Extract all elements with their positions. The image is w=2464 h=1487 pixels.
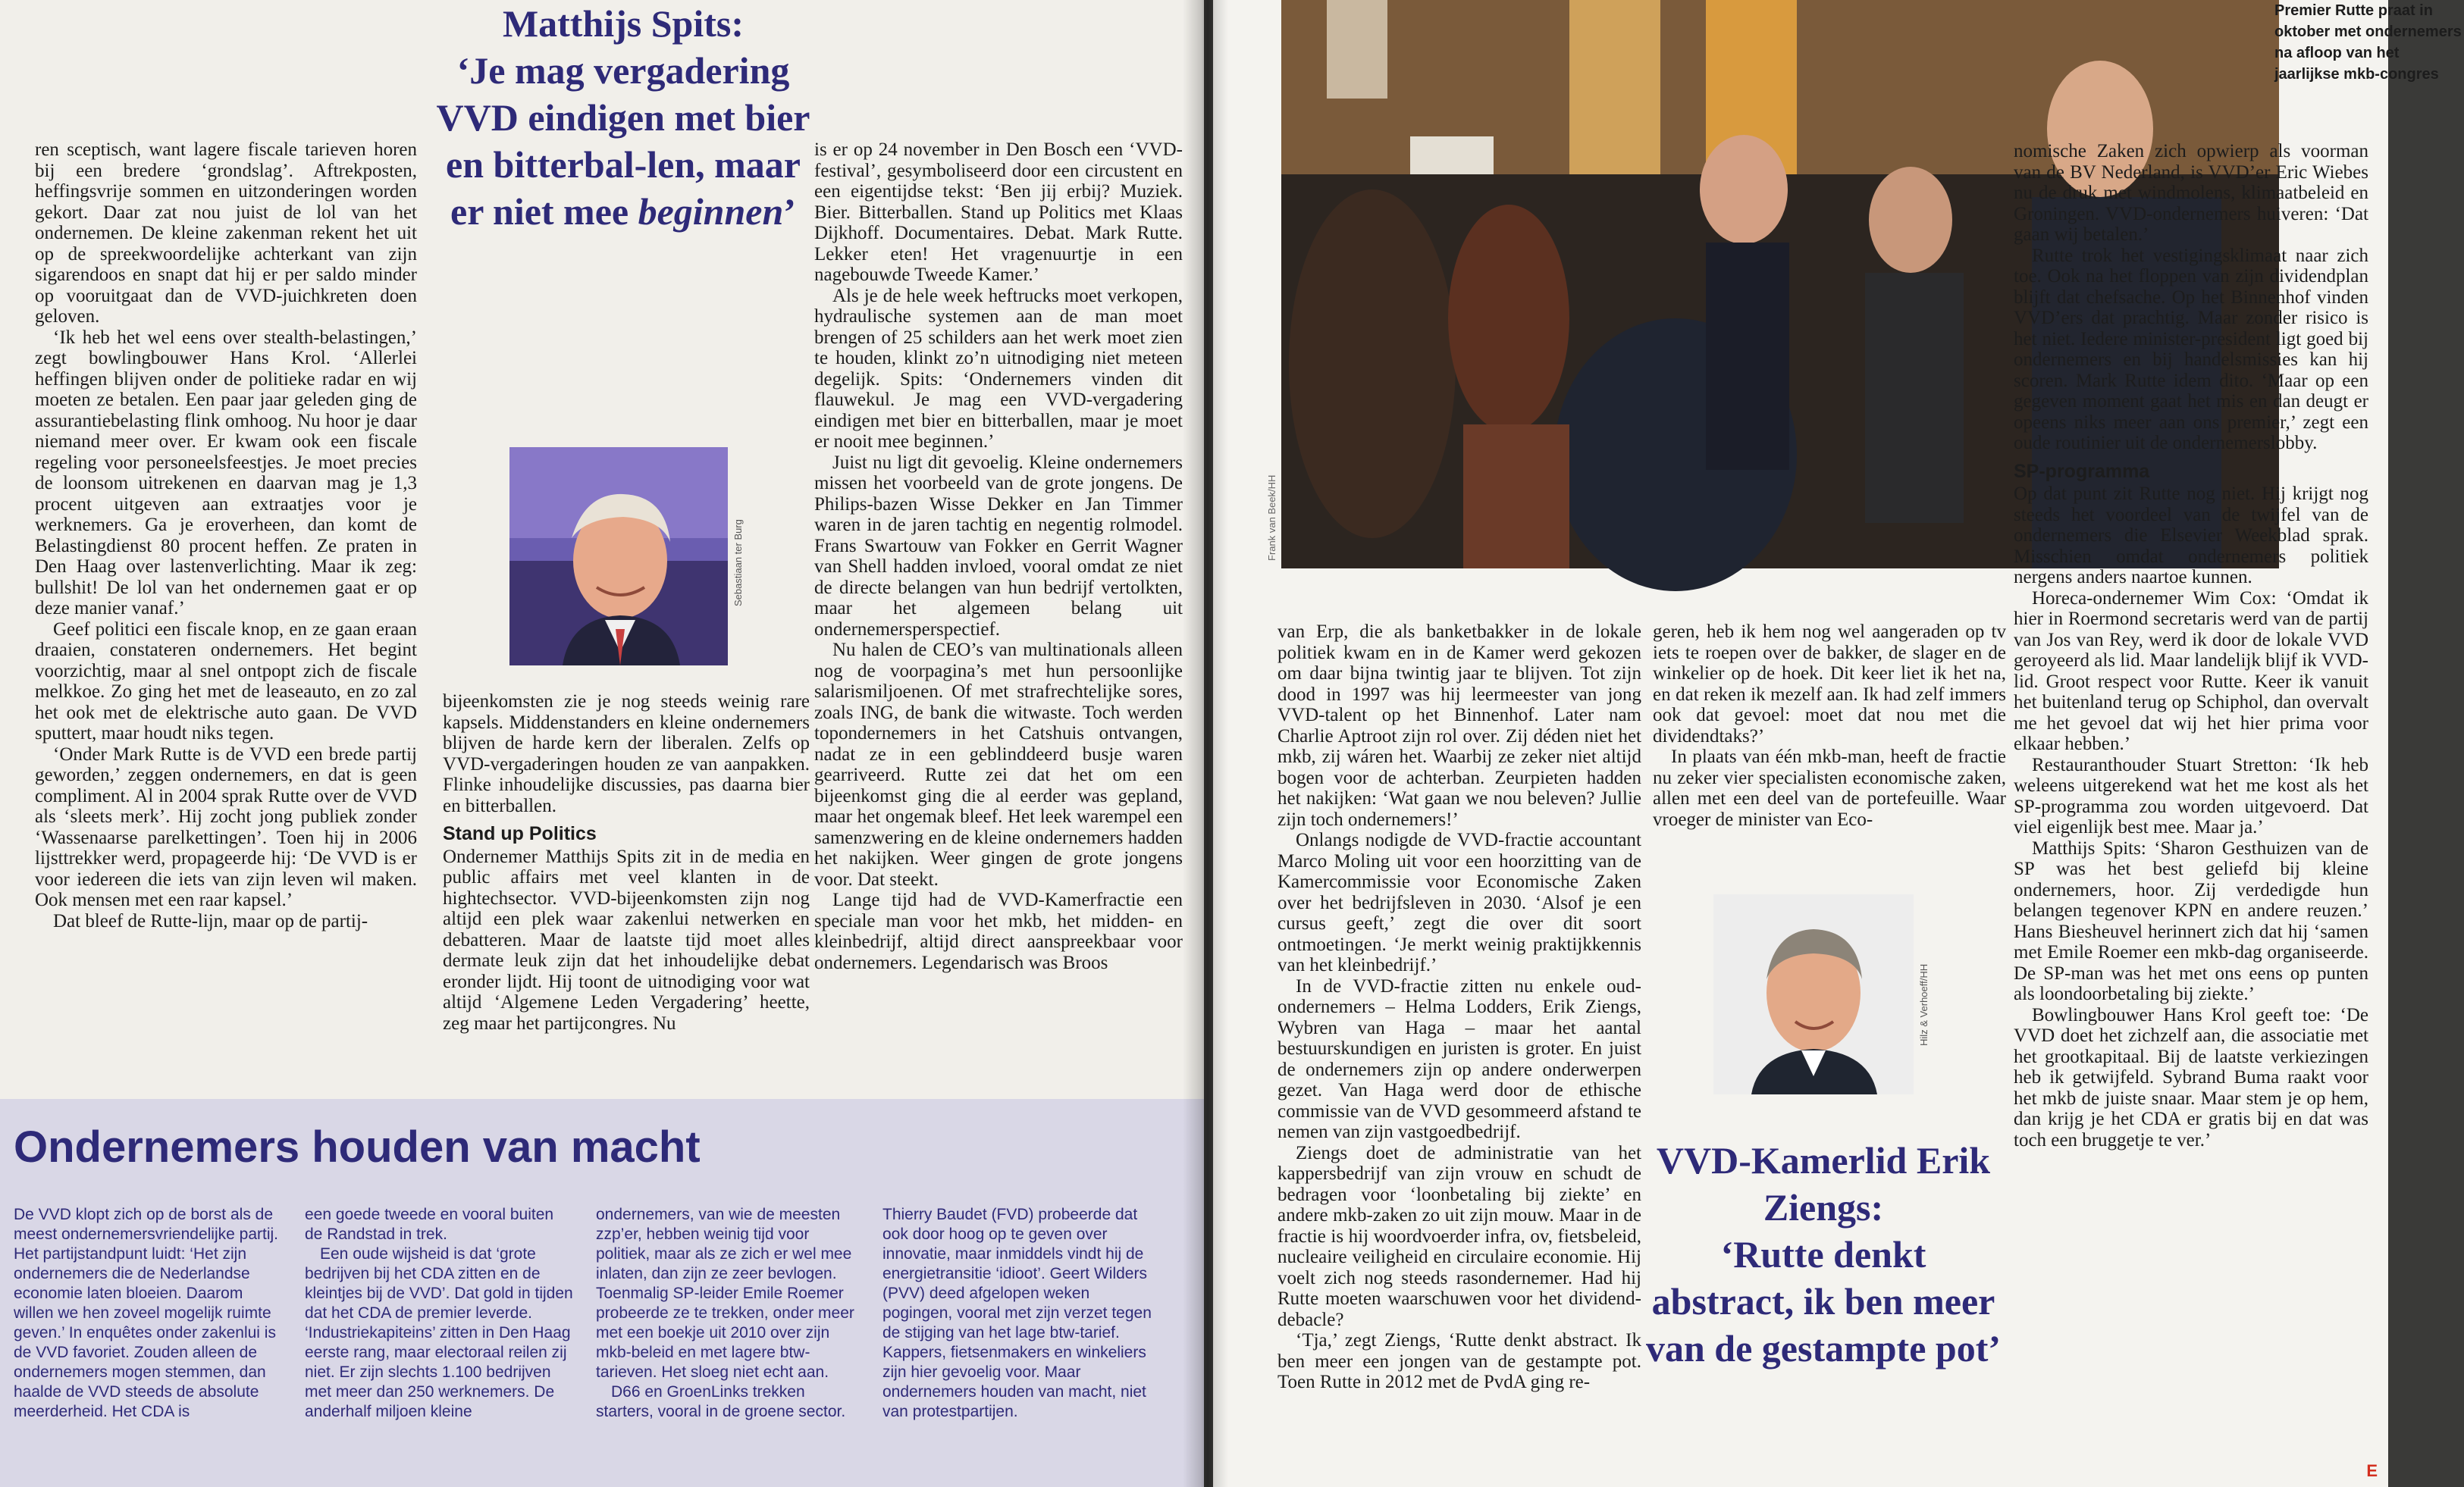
page-marker: E — [2366, 1461, 2378, 1480]
left-col3-paragraph: Nu halen de CEO’s van multinationals alleen nog de voorpagina’s met hun persoonlijke salarismiljoenen. Of met strafrechtelijke sores, zoals ING, de bank die witwaste. Toch werden topondernemers in het Catshuis ontvangen, nadat ze in een geblinddeerd busje waren gearriveerd. Rutte zei dat het om een bijeenkomst ging die al eerder was gepland, maar het ongemak bleef. Het leek warempel een samenzwering en de kleine ondernemers hadden het nakijken. Weer gingen de grote jongens voor. Dat steekt. — [814, 640, 1183, 890]
right-col1-paragraph: ‘Tja,’ zegt Ziengs, ‘Rutte denkt abstract. Ik ben meer een jongen van de gestampte pot. Toen Rutte in 2012 met de PvdA ging re- — [1277, 1330, 1641, 1392]
sidebar-col1-paragraph: De VVD klopt zich op de borst als de meest ondernemersvriendelijke partij. Het partijstandpunt luidt: ‘Het zijn ondernemers die de Nederlandse economie laten bloeien. Daarom willen we hen zoveel mogelijk ruimte geven.’ In enquêtes onder zakenlui is de VVD favoriet. Zouden alleen de ondernemers mogen stemmen, dan haalde de VVD steeds de absolute meerderheid. Het CDA is — [14, 1206, 278, 1420]
photo-caption-text: Premier Rutte praat in oktober met ondernemers na afloop van het jaarlijkse mkb-congres — [2274, 2, 2462, 83]
quote-spits-text-b: ’ — [783, 190, 796, 233]
left-col1-paragraph: ‘Ik heb het wel eens over stealth-belastingen,’ zegt bowlingbouwer Hans Krol. ‘Allerlei heffingen blijven onder de politieke radar en wij moeten ze betalen. Een paar jaar geleden ging de assurantiebelasting flink omhoog. Nu hoor je daar niemand meer over. Er kwam ook een fiscale regeling voor personeelsfeestjes. Je moet precies de loonsom uitrekenen en daarvan mag je 1,3 procent uitgeven aan extraatjes voor je werknemers. Ga je eroverheen, dan komt de Belastingdienst 80 procent heffen. Ze praten in Den Haag over lastenverlichting. Maar ik zeg: bullshit! De lol van het ondernemen gaat er op deze manier vanaf.’ — [35, 327, 417, 618]
quote-spits-text — [434, 47, 813, 235]
right-col3-paragraph: nomische Zaken zich opwierp als voorman van de BV Nederland, is VVD’er Eric Wiebes nu de druk met windmolens, klimaatbeleid en Groningen. VVD-ondernemers huiveren: ‘Dat gaan wij betalen.’ — [2014, 141, 2368, 245]
right-page — [1213, 0, 2462, 1487]
right-col3-paragraph: Op dat punt zit Rutte nog niet. Hij krijgt nog steeds het voordeel van de twijfel van de ondernemers die Elsevier Weekblad sprak. Misschien omdat ondernemers politiek nergens anders naartoe kunnen. — [2014, 484, 2368, 587]
left-col3-paragraph: Juist nu ligt dit gevoelig. Kleine ondernemers missen het voorbeeld van de grote jongens. De Philips-bazen Wisse Dekker en Jan Timmer waren in de jaren tachtig en negentig rolmodel. Frans Swartouw van Fokker en Gerrit Wagner van Shell hadden invloed, vooral omdat ze niet de directe belangen van hun bedrijf vertolkten, maar het algemeen belang uit ondernemersperspectief. — [814, 452, 1183, 640]
left-page — [0, 0, 1204, 1487]
right-col1-paragraph: van Erp, die als banketbakker in de lokale politiek kwam en in de Kamer werd gekozen om daar bijna twintig jaar te blijven. Tot zijn dood in 1997 was hij leermeester van jong VVD-talent op het Binnenhof. Later nam Charlie Aptroot zijn rol over. Zij déden niet het mkb, zij wáren het. Waarbij ze zeker niet altijd bogen voor de achterban. Zeurpieten hadden het nakijken: ‘Wat gaan we nou beleven? Jullie zijn toch ondernemers!’ — [1277, 621, 1641, 830]
left-column-3 — [814, 139, 1183, 1093]
left-col1-paragraph: Geef politici een fiscale knop, en ze gaan eraan draaien, constateren ondernemers. Het begint voorzichtig, maar al snel ontpopt zich de fiscale melkkoe. Zo ging het met de leaseauto, en zo zal het ook met de elektrische auto gaan. De VVD sputtert, maar houdt niks tegen. — [35, 618, 417, 744]
left-col3-paragraph: is er op 24 november in Den Bosch een ‘VVD-festival’, gesymboliseerd door een circustent en een eigentijdse tekst: ‘Ben jij erbij? Muziek. Bier. Bitterballen. Stand up Politics met Klaas Dijkhoff. Documentaires. Debat. Mark Rutte. Lekker eten! Het vragenuurtje in een nagebouwde Tweede Kamer.’ — [814, 139, 1183, 285]
right-col3-paragraph: Restauranthouder Stuart Stretton: ‘Ik heb weleens uitgerekend wat het me kost als het SP-programma zou worden uitgevoerd. Dat viel eigenlijk best mee. Maar ja.’ — [2014, 754, 2368, 837]
quote-ziengs — [1645, 1137, 2002, 1372]
sidebar-col3-paragraph: ondernemers, van wie de meesten zzp’er, hebben weinig tijd voor politiek, maar als ze zich er wel mee inlaten, dan zijn ze zeer bevlogen. Toenmalig SP-leider Emile Roemer probeerde ze te trekken, onder meer met een boekje uit 2010 over zijn mkb-beleid en met lagere btw-tarieven. Het sloeg niet echt aan. — [596, 1206, 854, 1381]
photo-caption — [2274, 0, 2462, 85]
left-col1-paragraph: ren sceptisch, want lagere fiscale tarieven horen bij een bredere ‘grondslag’. Aftrekposten, heffingsvrije sommen en uitzonderingen worden gekort. Daar zat nou juist de lol van het ondernemen. De kleine zakenman rekent het uit op de spreekwoordelijke achterkant van zijn sigarendoos en snapt dat hij er per saldo minder op vooruitgaat dan de VVD-juichkreten doen geloven. — [35, 139, 417, 327]
right-col3-paragraph: Rutte trok het vestigingsklimaat naar zich toe. Ook na het floppen van zijn dividendplan blijft dat chefsache. Op het Binnenhof vinden VVD’ers dat prachtig. Maar zonder risico is het niet. Iedere minister-president ligt goed bij ondernemers en bij handelsmissies kan hij scoren. Mark Rutte idem dito. ‘Maar op een gegeven moment gaat het mis en dan deugt er opeens niks meer aan ons premier,’ zegt een oude routinier uit de ondernemerslobby. — [2014, 245, 2368, 453]
portrait-ziengs-credit: Hilz & Verhoeff/HH — [1918, 963, 1930, 1046]
left-col2-paragraph: bijeenkomsten zie je nog steeds weinig rare kapsels. Middenstanders en kleine ondernemers blijven de harde kern der liberalen. Zelfs op VVD-vergaderingen houden ze van aanpakken. Flinke inhoudelijke discussies, pas daarna bier en bitterballen. — [443, 691, 810, 816]
portrait-spits-credit: Sebastiaan ter Burg — [732, 519, 744, 606]
left-col1-paragraph: ‘Onder Mark Rutte is de VVD een brede partij geworden,’ zeggen ondernemers, en dat is geen compliment. Al in 2004 sprak Rutte over de VVD als ‘sleets merk’. Hij zocht jong publiek zonder ‘Wassenaarse parelkettingen’. Toen hij in 2006 lijsttrekker werd, propageerde hij: ‘De VVD is er voor iedereen die iets van zijn leven wil maken. Ook mensen met een raar kapsel.’ — [35, 744, 417, 910]
portrait-spits — [509, 447, 728, 665]
sidebar-box — [0, 1099, 1204, 1487]
right-col3-subheading: SP-programma — [2014, 460, 2150, 482]
right-col2-paragraph: In plaats van één mkb-man, heeft de fractie nu zeker vier specialisten economische zaken, allen met een deel van de portefeuille. Waar vroeger de minister van Eco- — [1653, 747, 2006, 830]
quote-ziengs-speaker: VVD-Kamerlid Erik Ziengs: — [1656, 1139, 1991, 1229]
sidebar-box-title: Ondernemers houden van macht — [14, 1122, 701, 1172]
quote-spits-text-a: ‘Je mag vergadering VVD eindigen met bier en bitterbal-len, maar er niet mee — [436, 49, 810, 233]
sidebar-column-4 — [882, 1205, 1152, 1422]
quote-spits-emph: beginnen — [638, 190, 784, 233]
right-column-2 — [1653, 621, 2006, 940]
sidebar-column-1 — [14, 1205, 284, 1422]
sidebar-column-3 — [596, 1205, 866, 1422]
portrait-ziengs-image — [1713, 894, 1914, 1094]
right-col1-paragraph: Ziengs doet de administratie van het kappersbedrijf van zijn vrouw en schudt de bedragen voor ‘loonbetaling bij ziekte’ en andere mkb-zaken zo uit zijn mouw. Maar in de fractie is hij woordvoerder infra, ov, fietsbeleid, nucleaire veiligheid en circulaire economie. Hij voelt zich nog steeds rasondernemer. Had hij Rutte moeten waarschuwen voor het dividend-debacle? — [1277, 1142, 1641, 1330]
left-column-2 — [443, 691, 810, 1093]
sidebar-col2-paragraph: Een oude wijsheid is dat ‘grote bedrijven bij het CDA zitten en de kleintjes bij de VVD’. Dat gold in tijden dat het CDA de premier leverde. ‘Industriekapiteins’ zitten in Den Haag eerste rang, maar electoraal reilen zij niet. Er zijn slechts 1.100 bedrijven met meer dan 250 werknemers. De anderhalf miljoen kleine — [305, 1245, 573, 1420]
right-col2-paragraph: geren, heb ik hem nog wel aangeraden op tv iets te roepen over de bakker, de slager en de winkelier op de hoek. Dit keer liet ik het na, en dat reken ik mezelf aan. Ik had zelf immers ook dat gevoel: moet dat nou met die dividendtaks?’ — [1653, 621, 2006, 747]
sidebar-column-2 — [305, 1205, 575, 1422]
sidebar-col2-paragraph: een goede tweede en vooral buiten de Randstad in trek. — [305, 1206, 554, 1243]
right-column-3 — [2014, 141, 2368, 1482]
left-col2-paragraph: Ondernemer Matthijs Spits zit in de media en public affairs met veel klanten in de hightechsector. VVD-bijeenkomsten zijn nog altijd een plek waar zakenlui netwerken en debatteren. Maar de laatste tijd moet alles dermate leuk zijn dat het inhoudelijke debat eronder lijdt. Hij toont de uitnodiging voor wat altijd ‘Algemene Leden Vergadering’ heette, zeg maar het partijcongres. Nu — [443, 846, 810, 1034]
right-col3-paragraph: Horeca-ondernemer Wim Cox: ‘Omdat ik hier in Roermond secretaris werd van de partij van Jos van Rey, werd ik door de lokale VVD geroyeerd als lid. Maar landelijk blijf ik VVD-lid. Groot respect voor Rutte. Keer ik vanuit het buitenland terug op Schiphol, dan overvalt me het gevoel dat wij het hier prima voor elkaar hebben.’ — [2014, 587, 2368, 754]
portrait-ziengs — [1713, 894, 1914, 1094]
sidebar-col4-paragraph: Thierry Baudet (FVD) probeerde dat ook door hoog op te geven over innovatie, maar inmiddels vindt hij de energietransitie ‘idioot’. Geert Wilders (PVV) deed afgelopen weken pogingen, vooral met zijn verzet tegen de stijging van het lage btw-tarief. Kappers, fietsenmakers en winkeliers zijn hier gevoelig voor. Maar ondernemers houden van macht, niet van protestpartijen. — [882, 1206, 1152, 1420]
sidebar-col3-paragraph: D66 en GroenLinks trekken starters, vooral in de groene sector. — [596, 1383, 846, 1420]
portrait-spits-image — [509, 447, 728, 665]
left-col3-paragraph: Lange tijd had de VVD-Kamerfractie een speciale man voor het mkb, het midden- en kleinbedrijf, altijd direct aanspreekbaar voor ondernemers. Legendarisch was Broos — [814, 890, 1183, 973]
left-col2-subheading: Stand up Politics — [443, 823, 597, 844]
quote-ziengs-text: ‘Rutte denkt abstract, ik ben meer van de gestampte pot’ — [1645, 1233, 2002, 1370]
right-col3-paragraph: Matthijs Spits: ‘Sharon Gesthuizen van de SP was het best geliefd bij kleine ondernemers, hoor. Zij verdedigde hun belangen tegenover KPN en andere reuzen.’ Hans Biesheuvel herinnert zich dat hij ‘samen met Emile Roemer een mkb-dag organiseerde. De SP-man was het met ons eens op punten als loondoorbetaling bij ziekte.’ — [2014, 837, 2368, 1004]
right-col1-paragraph: Onlangs nodigde de VVD-fractie accountant Marco Moling uit voor een hoorzitting van de Kamercommissie voor Economische Zaken over het bedrijfsleven in 2030. ‘Alsof je een cursus geeft,’ zegt die over dit soort ontmoetingen. ‘Je merkt weinig praktijkkennis van het kleinbedrijf.’ — [1277, 830, 1641, 975]
right-col1-paragraph: In de VVD-fractie zitten nu enkele oud-ondernemers – Helma Lodders, Erik Ziengs, Wybren van Haga – maar het aantal bestuurskundigen en juristen is groter. En juist de ondernemers zijn op andere onderwerpen gezet. Van Haga werd door de ethische commissie van de VVD gesommeerd afstand te nemen van zijn vastgoedbedrijf. — [1277, 975, 1641, 1142]
right-col3-paragraph: Bowlingbouwer Hans Krol geeft toe: ‘De VVD doet het zichzelf aan, die associatie met het grootkapitaal. Bij de laatste verkiezingen heb ik getwijfeld. Sybrand Buma raakt voor het mkb de juiste snaar. Maar stem je op hem, dan krijg je het CDA er gratis bij en dat was toch een bruggetje te ver.’ — [2014, 1004, 2368, 1150]
left-col3-paragraph: Als je de hele week heftrucks moet verkopen, hydraulische systemen aan de man moet brengen of 25 schilders aan het werk moet zien te houden, klinkt zo’n uitnodiging niet meteen degelijk. Spits: ‘Ondernemers vinden dit flauwekul. Je mag een VVD-vergadering eindigen met bier en bitterballen, maar je moet er nooit mee beginnen.’ — [814, 285, 1183, 452]
left-col1-paragraph: Dat bleef de Rutte-lijn, maar op de partij- — [53, 910, 368, 931]
quote-spits — [434, 0, 813, 235]
photo-credit: Frank van Beek/HH — [1266, 474, 1277, 561]
left-column-1 — [35, 139, 417, 1093]
quote-spits-speaker: Matthijs Spits: — [502, 2, 745, 45]
right-column-1 — [1277, 621, 1641, 1485]
spine-shadow — [1183, 0, 1228, 1487]
